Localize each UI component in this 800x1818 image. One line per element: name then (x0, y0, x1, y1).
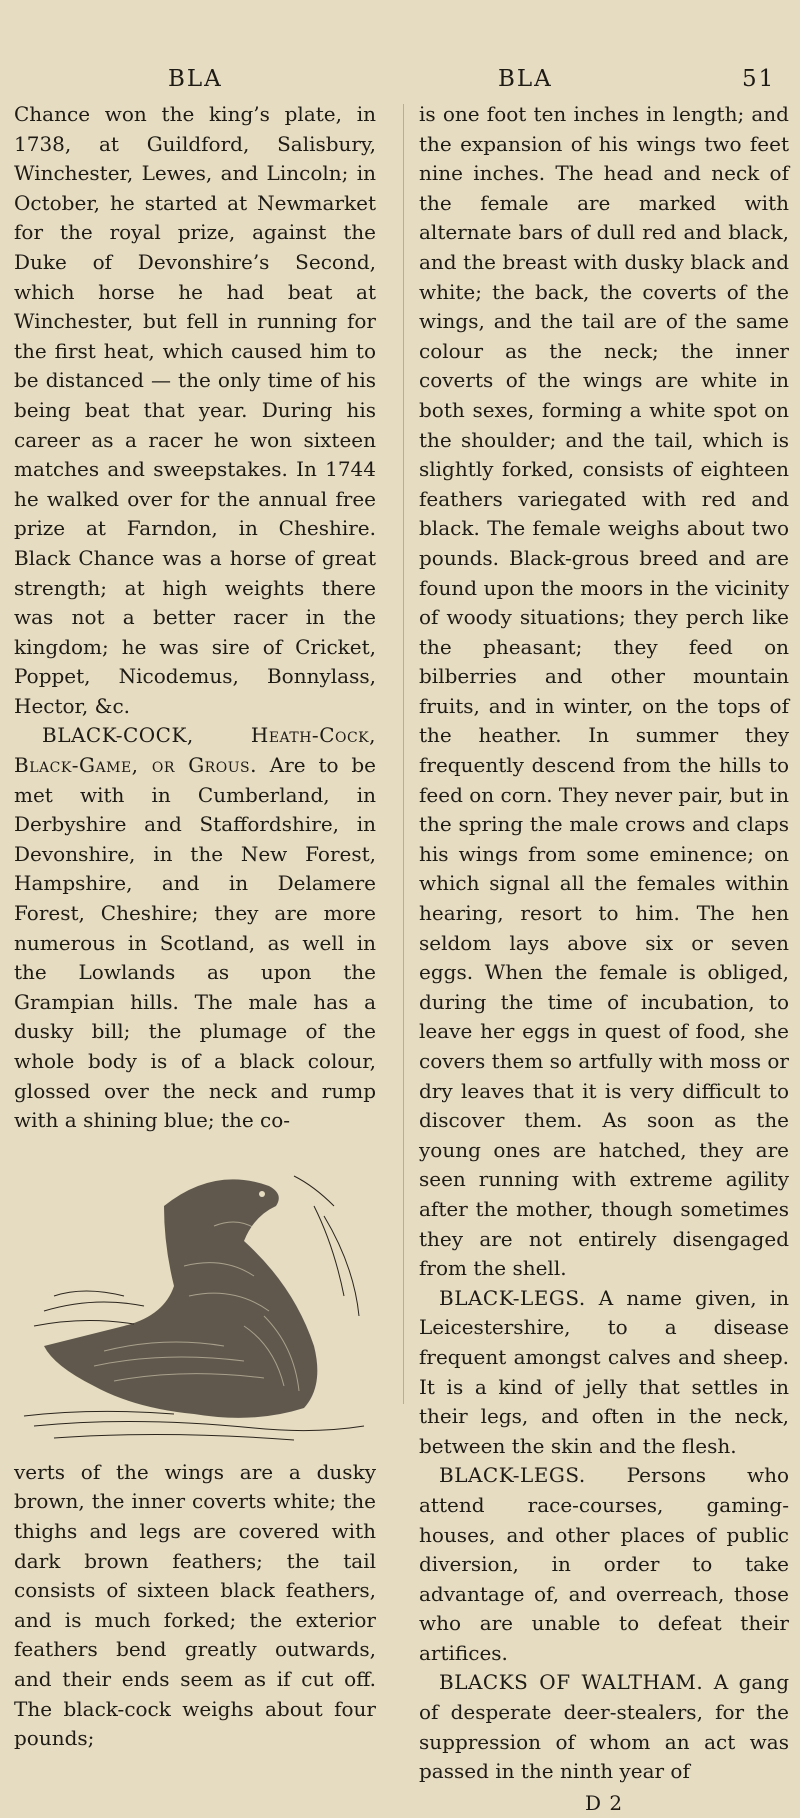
black-grouse-illustration (14, 1146, 376, 1448)
right-running-title: BLA (498, 66, 553, 92)
paragraph-black-grous-description: is one foot ten inches in length; and the expansion of his wings two feet nine inches. The head and neck of the female are marked with alternate bars of dull red and black, and the breast with dusky black and white; the back, the coverts of the wings, and the tail are of the same colour as the neck; the inner coverts of the wings are white in both sexes, forming a white spot on the shoulder; and the tail, which is slightly forked, consists of eighteen feathers variegated with red and black. The female weighs about two pounds. Black-grous breed and are found upon the moors in the vicinity of woody situations; they perch like the pheasant; they feed on bilberries and other mountain fruits, and in winter, on the tops of the heather. In summer they frequently descend from the hills to feed on corn. They never pair, but in the spring the male crows and claps his wings from some eminence; on which signal all the females within hearing, resort to him. The hen seldom lays above six or seven eggs. When the female is obliged, during the time of incubation, to leave her eggs in quest of food, she covers them so artfully with moss or dry leaves that it is very difficult to discover them. As soon as the young ones are hatched, they are seen running with extreme agility after the mother, though sometimes they are not entirely disengaged from the shell. (419, 102, 789, 1281)
paragraph-black-chance: Chance won the king’s plate, in 1738, at Guildford, Salisbury, Winchester, Lewes, and Lincoln; in October, he started at Newmarket for the royal prize, against the Duke of Devonshire’s Second, which horse he had beat at Winchester, but fell in running for the first heat, which caused him to be distanced — the only time of his being beat that year. During his career as a racer he won sixteen matches and sweepstakes. In 1744 he walked over for the annual free prize at Farndon, in Cheshire. Black Chance was a horse of great strength; at high weights there was not a better racer in the kingdom; he was sire of Cricket, Poppet, Nicodemus, Bonnylass, Hector, &c. (14, 102, 376, 718)
paragraph-blacks-of-waltham (419, 1668, 789, 1786)
entry-text-blacks-of-waltham: A gang of desperate deer-stealers, for the suppression of whom an act was passed in the ninth year of (419, 1670, 789, 1784)
right-column (419, 100, 789, 1818)
left-column (14, 100, 376, 1754)
grouse-engraving-icon (14, 1146, 376, 1448)
paragraph-black-legs-persons (419, 1461, 789, 1668)
column-divider (403, 104, 404, 1404)
entry-text-black-legs-2: Persons who attend race-courses, gaming-houses, and other places of public diversion, in order to take advantage of, and overreach, those who are unable to defeat their artifices. (419, 1463, 789, 1665)
entry-text-black-cock: Are to be met with in Cumberland, in Derbyshire and Staffordshire, in Devonshire, in the New Forest, Hampshire, and in Delamere Forest, Cheshire; they are more numerous in Scotland, as well in the Lowlands as upon the Grampian hills. The male has a dusky bill; the plumage of the whole body is of a black colour, glossed over the neck and rump with a shining blue; the co- (14, 753, 376, 1133)
running-header (0, 66, 800, 100)
entry-heading-black-legs-2: BLACK-LEGS. (439, 1463, 586, 1488)
entry-heading-black-legs-1: BLACK-LEGS. (439, 1285, 586, 1310)
left-running-title: BLA (168, 66, 223, 92)
page-number: 51 (742, 66, 776, 92)
entry-heading-black-cock: BLACK-COCK, Heath-Cock, Black-Game, or Grous. (14, 723, 376, 778)
paragraph-black-cock-continued: verts of the wings are a dusky brown, the inner coverts white; the thighs and legs are covered with dark brown feathers; the tail consists of sixteen black feathers, and is much forked; the exterior feathers bend greatly outwards, and their ends seem as if cut off. The black-cock weighs about four pounds; (14, 1459, 376, 1751)
entry-heading-blacks-of-waltham: BLACKS OF WALTHAM. (439, 1670, 704, 1695)
signature-mark: D 2 (584, 1790, 624, 1815)
paragraph-black-cock (14, 721, 376, 1135)
paragraph-black-legs-disease (419, 1284, 789, 1462)
entry-text-black-legs-1: A name given, in Leicestershire, to a disease frequent amongst calves and sheep. It is a kind of jelly that settles in their legs, and often in the neck, between the skin and the flesh. (419, 1285, 789, 1458)
